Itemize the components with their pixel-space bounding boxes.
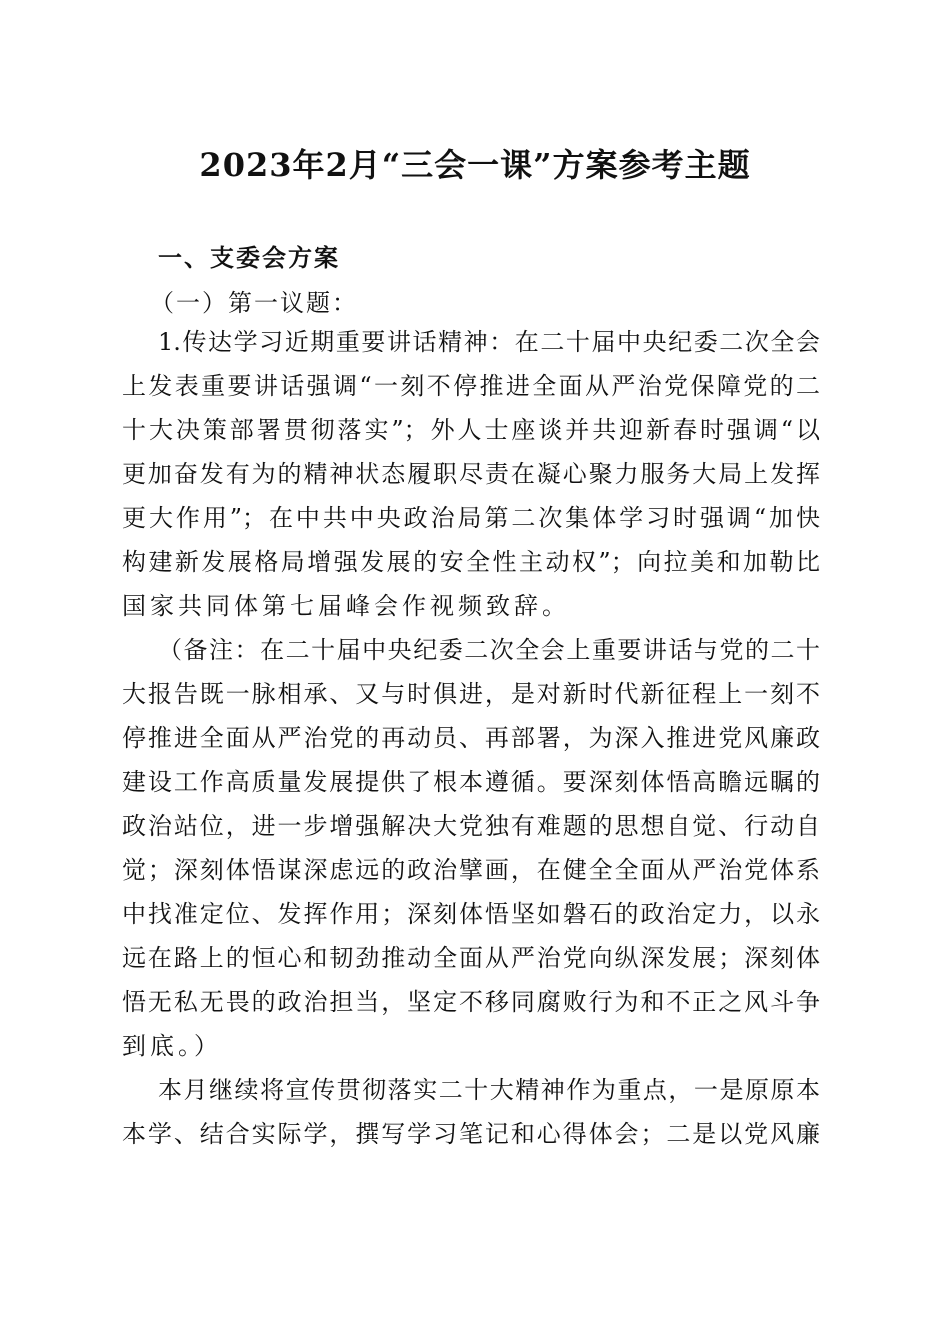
paragraph-line: 大报告既一脉相承、又与时俱进，是对新时代新征程上一刻不: [122, 680, 820, 708]
paragraph-line: 悟无私无畏的政治担当，坚定不移同腐败行为和不正之风斗争: [122, 988, 820, 1016]
paragraph-line: 建设工作高质量发展提供了根本遵循。要深刻体悟高瞻远瞩的: [122, 768, 820, 796]
paragraph-line: （备注：在二十届中央纪委二次全会上重要讲话与党的二十: [158, 636, 820, 664]
paragraph-line: 本月继续将宣传贯彻落实二十大精神作为重点，一是原原本: [158, 1076, 820, 1104]
paragraph-line: 国家共同体第七届峰会作视频致辞。: [122, 592, 570, 620]
paragraph-line: 更大作用”；在中共中央政治局第二次集体学习时强调“加快: [122, 504, 820, 532]
paragraph-line: 更加奋发有为的精神状态履职尽责在凝心聚力服务大局上发挥: [122, 460, 820, 488]
paragraph-line: 1.传达学习近期重要讲话精神：在二十届中央纪委二次全会: [158, 328, 820, 356]
paragraph-line: 远在路上的恒心和韧劲推动全面从严治党向纵深发展；深刻体: [122, 944, 820, 972]
document-title: 2023年2月“三会一课”方案参考主题: [199, 146, 751, 184]
paragraph-line: 停推进全面从严治党的再动员、再部署，为深入推进党风廉政: [122, 724, 820, 752]
paragraph-line: 中找准定位、发挥作用；深刻体悟坚如磐石的政治定力，以永: [122, 900, 820, 928]
paragraph-line: 十大决策部署贯彻落实”；外人士座谈并共迎新春时强调“以: [122, 416, 820, 444]
section-heading: 一、支委会方案: [158, 243, 340, 272]
paragraph-line: 到底。）: [122, 1032, 222, 1060]
subsection-heading: （一）第一议题：: [150, 289, 358, 317]
paragraph-line: 上发表重要讲话强调“一刻不停推进全面从严治党保障党的二: [122, 372, 820, 400]
paragraph-line: 本学、结合实际学，撰写学习笔记和心得体会；二是以党风廉: [122, 1120, 820, 1148]
paragraph-line: 觉；深刻体悟谋深虑远的政治擘画，在健全全面从严治党体系: [122, 856, 820, 884]
paragraph-line: 政治站位，进一步增强解决大党独有难题的思想自觉、行动自: [122, 812, 820, 840]
paragraph-line: 构建新发展格局增强发展的安全性主动权”；向拉美和加勒比: [122, 548, 820, 576]
